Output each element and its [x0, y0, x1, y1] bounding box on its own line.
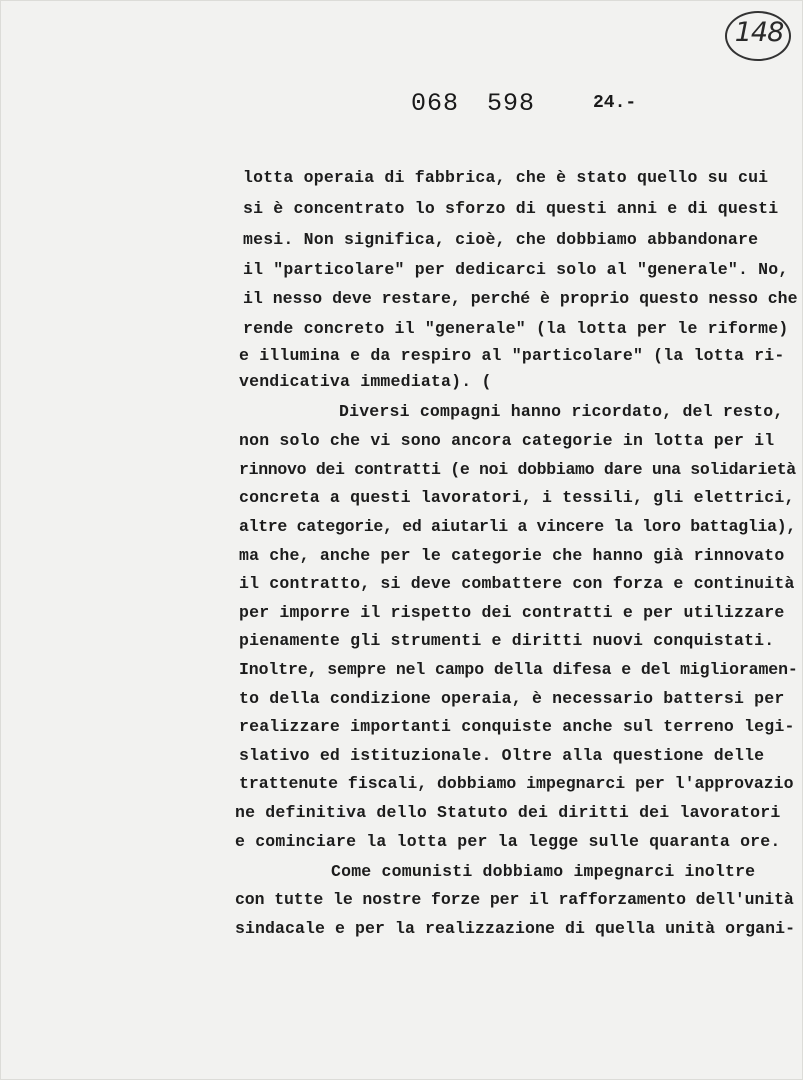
- document-number: 068 598: [411, 89, 536, 118]
- text-line: vendicativa immediata). (: [239, 372, 492, 391]
- text-line: lotta operaia di fabbrica, che è stato quello su cui: [243, 168, 769, 187]
- page-number: 24.-: [593, 93, 637, 113]
- text-line: il nesso deve restare, perché è proprio questo nesso che: [243, 289, 798, 308]
- text-line: con tutte le nostre forze per il rafforzamento dell'unità: [235, 890, 794, 909]
- text-line: sindacale e per la realizzazione di quella unità organi-: [235, 919, 796, 938]
- text-line: e illumina e da respiro al "particolare" (la lotta ri-: [239, 346, 785, 365]
- text-line: rinnovo dei contratti (e noi dobbiamo dare una solidarietà: [239, 460, 796, 479]
- text-line: slativo ed istituzionale. Oltre alla questione delle: [239, 746, 765, 765]
- text-line: pienamente gli strumenti e diritti nuovi conquistati.: [239, 631, 775, 650]
- text-line: Inoltre, sempre nel campo della difesa e del miglioramen-: [239, 660, 798, 679]
- text-line: concreta a questi lavoratori, i tessili, gli elettrici,: [239, 488, 795, 507]
- text-line: ne definitiva dello Statuto dei diritti dei lavoratori: [235, 803, 781, 822]
- text-line: trattenute fiscali, dobbiamo impegnarci per l'approvazio: [239, 774, 794, 793]
- text-line: per imporre il rispetto dei contratti e per utilizzare: [239, 603, 785, 622]
- text-line: realizzare importanti conquiste anche sul terreno legi-: [239, 717, 795, 736]
- text-line: il "particolare" per dedicarci solo al "generale". No,: [243, 260, 789, 279]
- text-line: e cominciare la lotta per la legge sulle quaranta ore.: [235, 832, 781, 851]
- text-line: Come comunisti dobbiamo impegnarci inoltre: [331, 862, 756, 881]
- text-line: rende concreto il "generale" (la lotta per le riforme): [243, 319, 789, 338]
- text-line: mesi. Non significa, cioè, che dobbiamo abbandonare: [243, 230, 759, 249]
- text-line: altre categorie, ed aiutarli a vincere la loro battaglia),: [239, 517, 796, 536]
- text-line: il contratto, si deve combattere con forza e continuità: [239, 574, 795, 593]
- folio-number: 148: [734, 17, 784, 48]
- text-line: non solo che vi sono ancora categorie in lotta per il: [239, 431, 775, 450]
- text-line: to della condizione operaia, è necessario battersi per: [239, 689, 785, 708]
- text-line: Diversi compagni hanno ricordato, del resto,: [339, 402, 784, 421]
- text-line: ma che, anche per le categorie che hanno già rinnovato: [239, 546, 785, 565]
- text-line: si è concentrato lo sforzo di questi anni e di questi: [243, 199, 779, 218]
